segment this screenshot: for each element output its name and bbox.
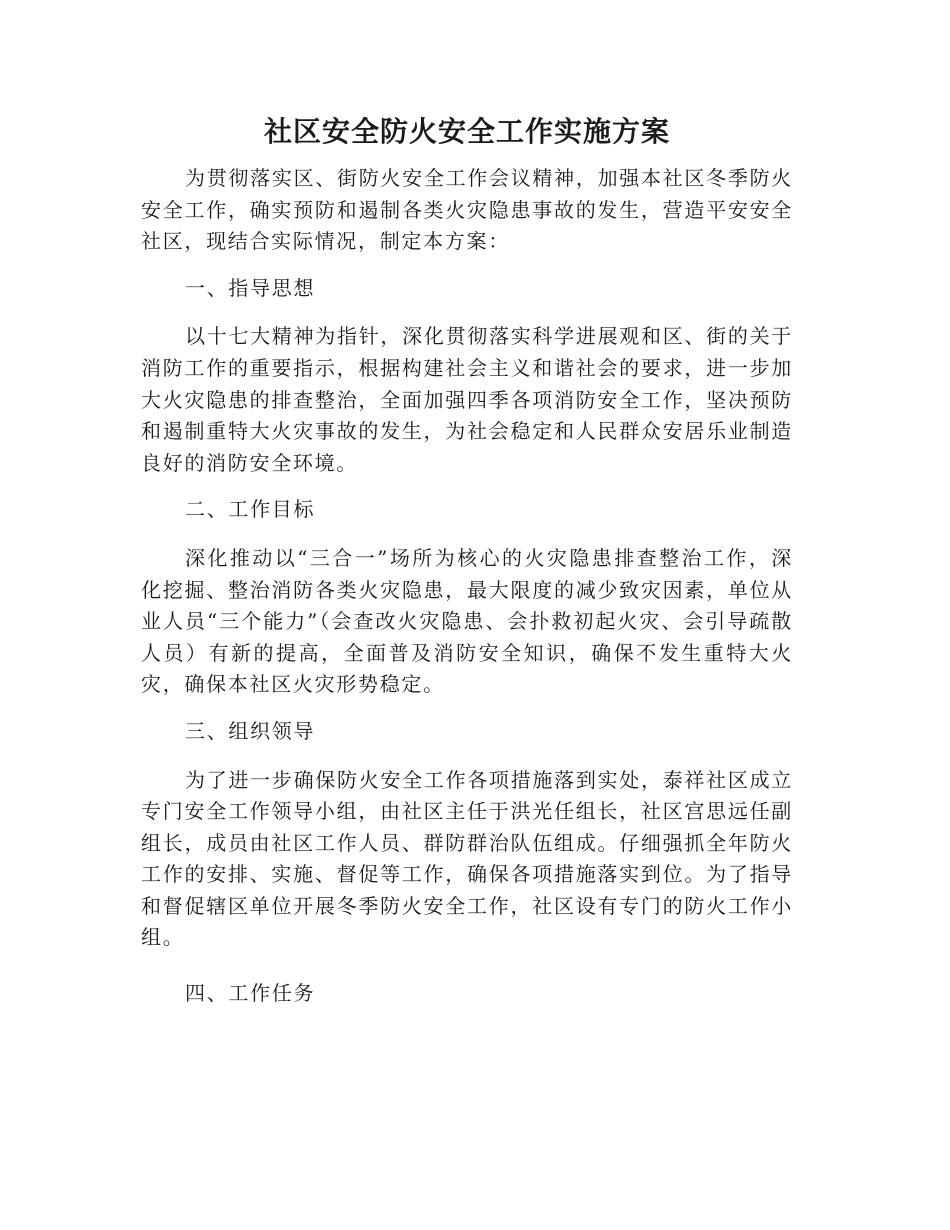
spacer xyxy=(141,701,793,716)
document-page xyxy=(141,0,793,1010)
section-heading-organization-leadership: 三、组织领导 xyxy=(185,718,316,743)
section-heading-work-goals: 二、工作目标 xyxy=(185,497,316,522)
section-body-work-goals: 深化推动以“三合一”场所为核心的火灾隐患排查整治工作，深化挖掘、整治消防各类火灾隐患，最大限度的减少致灾因素，单位从业人员“三个能力”（会查改火灾隐患、会扑救初起火灾、会引导疏散人员）有新的提高，全面普及消防安全知识，确保不发生重特大火灾，确保本社区火灾形势稳定。 xyxy=(141,545,793,697)
section-body-guiding-ideology: 以十七大精神为指针，深化贯彻落实科学进展观和区、街的关于消防工作的重要指示，根据构建社会主义和谐社会的要求，进一步加大火灾隐患的排查整治，全面加强四季各项消防安全工作，坚决预防和遏制重特大火灾事故的发生，为社会稳定和人民群众安居乐业制造良好的消防安全环境。 xyxy=(141,324,793,475)
spacer xyxy=(141,954,793,978)
section-body-organization-leadership: 为了进一步确保防火安全工作各项措施落到实处，泰祥社区成立专门安全工作领导小组，由社区主任于洪光任组长，社区宫思远任副组长，成员由社区工作人员、群防群治队伍组成。仔细强抓全年防火工作的安排、实施、督促等工作，确保各项措施落实到位。为了指导和督促辖区单位开展冬季防火安全工作，社区设有专门的防火工作小组。 xyxy=(141,767,793,950)
spacer xyxy=(141,748,793,765)
spacer xyxy=(141,304,793,321)
spacer xyxy=(141,526,793,543)
section-heading-work-tasks: 四、工作任务 xyxy=(185,981,316,1006)
spacer xyxy=(141,258,793,273)
document-title: 社区安全防火安全工作实施方案 xyxy=(263,115,670,148)
intro-paragraph: 为贯彻落实区、街防火安全工作会议精神，加强本社区冬季防火安全工作，确实预防和遏制各类火灾隐患事故的发生，营造平安安全社区，现结合实际情况，制定本方案： xyxy=(141,166,793,254)
spacer xyxy=(141,479,793,494)
document-body xyxy=(141,163,793,1010)
section-heading-guiding-ideology: 一、指导思想 xyxy=(185,275,316,300)
